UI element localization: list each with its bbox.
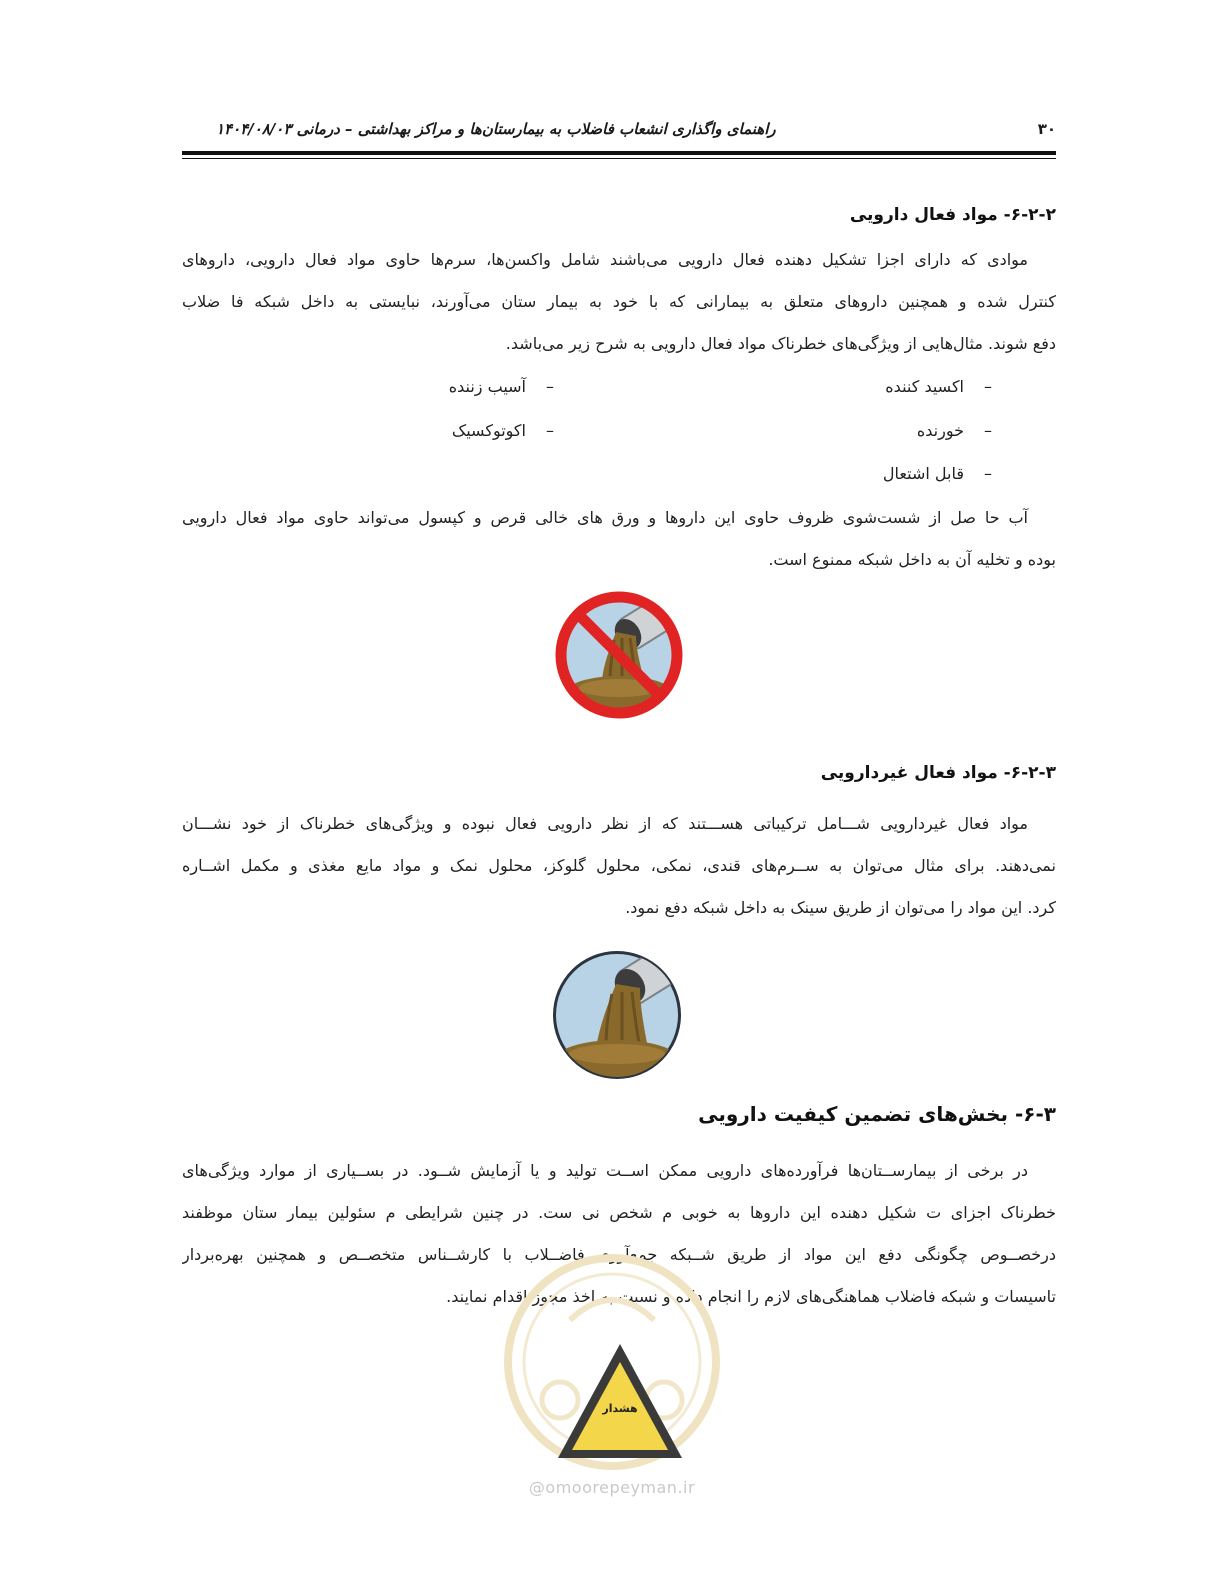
header-rule-thin [182,158,1056,159]
bullet-item: –آسیب زننده [448,377,554,396]
bullet-dash: – [984,421,992,440]
paragraph-line: موادی که دارای اجزا تشکیل دهنده فعال دارویی می‌باشند شامل واکسن‌ها، سرم‌ها حاوی مواد فعال دارویی، داروهای [182,250,1028,269]
paragraph-line: در برخی از بیمارســتان‌ها فرآورده‌های دارویی ممکن اســت تولید و یا آزمایش شــود. در بســیاری از موارد ویژگی‌های [182,1161,1028,1180]
header-rule-thick [182,151,1056,155]
bullet-dash: – [546,421,554,440]
paragraph-line: دفع شوند. مثال‌هایی از ویژگی‌های خطرناک مواد فعال دارویی به شرح زیر می‌باشد. [505,334,1056,353]
page-header [182,116,1056,146]
bullet-dash: – [546,377,554,396]
bullet-dash: – [984,377,992,396]
paragraph-line: درخصــوص چگونگی دفع این مواد از طریق شــبکه جمع‌آوری فاضــلاب با کارشــناس متخصــص و همچنین بهره‌بردار [182,1245,1056,1264]
paragraph-line: مواد فعال غیردارویی شـــامل ترکیباتی هســـتند که از نظر دارویی فعال نبوده و ویژگی‌های خطرناک از خود نشـــان [182,814,1028,833]
warning-label: هشدار [602,1402,638,1415]
paragraph-active-pharma [182,239,1056,365]
bullet-dash: – [984,464,992,483]
header-title: راهنمای واگذاری انشعاب فاضلاب به بیمارستان‌ها و مراکز بهداشتی – درمانی [296,120,776,138]
paragraph-line: کنترل شده و همچنین داروهای متعلق به بیمارانی که با خود به بیمار ستان می‌آورند، نبایستی به داخل شبکه فا ضلاب [182,292,1056,311]
warning-triangle-icon [554,1340,686,1464]
paragraph-line: تاسیسات و شبکه فاضلاب هماهنگی‌های لازم را انجام داده و نسبت به اخذ مجوز اقدام نمایند. [446,1287,1056,1306]
no-drain-disposal-icon [552,588,686,722]
section-heading-non-pharma: ۶-۲-۳- مواد فعال غیردارویی [820,763,1056,783]
paragraph-line: آب حا صل از شست‌شوی ظروف حاوی این داروها و ورق های خالی قرص و کپسول می‌تواند حاوی مواد فعال دارویی [182,508,1028,527]
paragraph-line: بوده و تخلیه آن به داخل شبکه ممنوع است. [768,550,1056,569]
bullet-item: –قابل اشتعال [882,464,992,483]
paragraph-line: نمی‌دهند. برای مثال می‌توان به ســرم‌های قندی، نمکی، محلول گلوکز، محلول نمک و مواد مایع مغذی و مکمل اشــاره [182,856,1056,875]
paragraph-line: کرد. این مواد را می‌توان از طریق سینک به داخل شبکه دفع نمود. [625,898,1056,917]
paragraph-non-pharma [182,803,1056,929]
paragraph-rinse-water [182,497,1056,581]
section-heading-active-pharma: ۶-۲-۲- مواد فعال دارویی [849,205,1056,225]
page-number: ۳۰ [1037,120,1056,138]
header-title-block [182,120,776,138]
section-heading-quality-assurance: ۶-۳- بخش‌های تضمین کیفیت دارویی [698,1102,1056,1126]
bullet-item: –اکوتوکسیک [451,421,554,440]
header-date: ۱۴۰۴/۰۸/۰۳ [216,120,292,138]
bullet-item: –اکسید کننده [885,377,992,396]
paragraph-line: خطرناک اجزای ت شکیل دهنده این داروها به خوبی م شخص نی ست. در چنین شرایطی م سئولین بیمار ستان موظفند [182,1203,1056,1222]
watermark-text: @omoorepeyman.ir [528,1478,696,1497]
drain-disposal-icon [550,948,684,1082]
bullet-item: –خورنده [916,421,992,440]
